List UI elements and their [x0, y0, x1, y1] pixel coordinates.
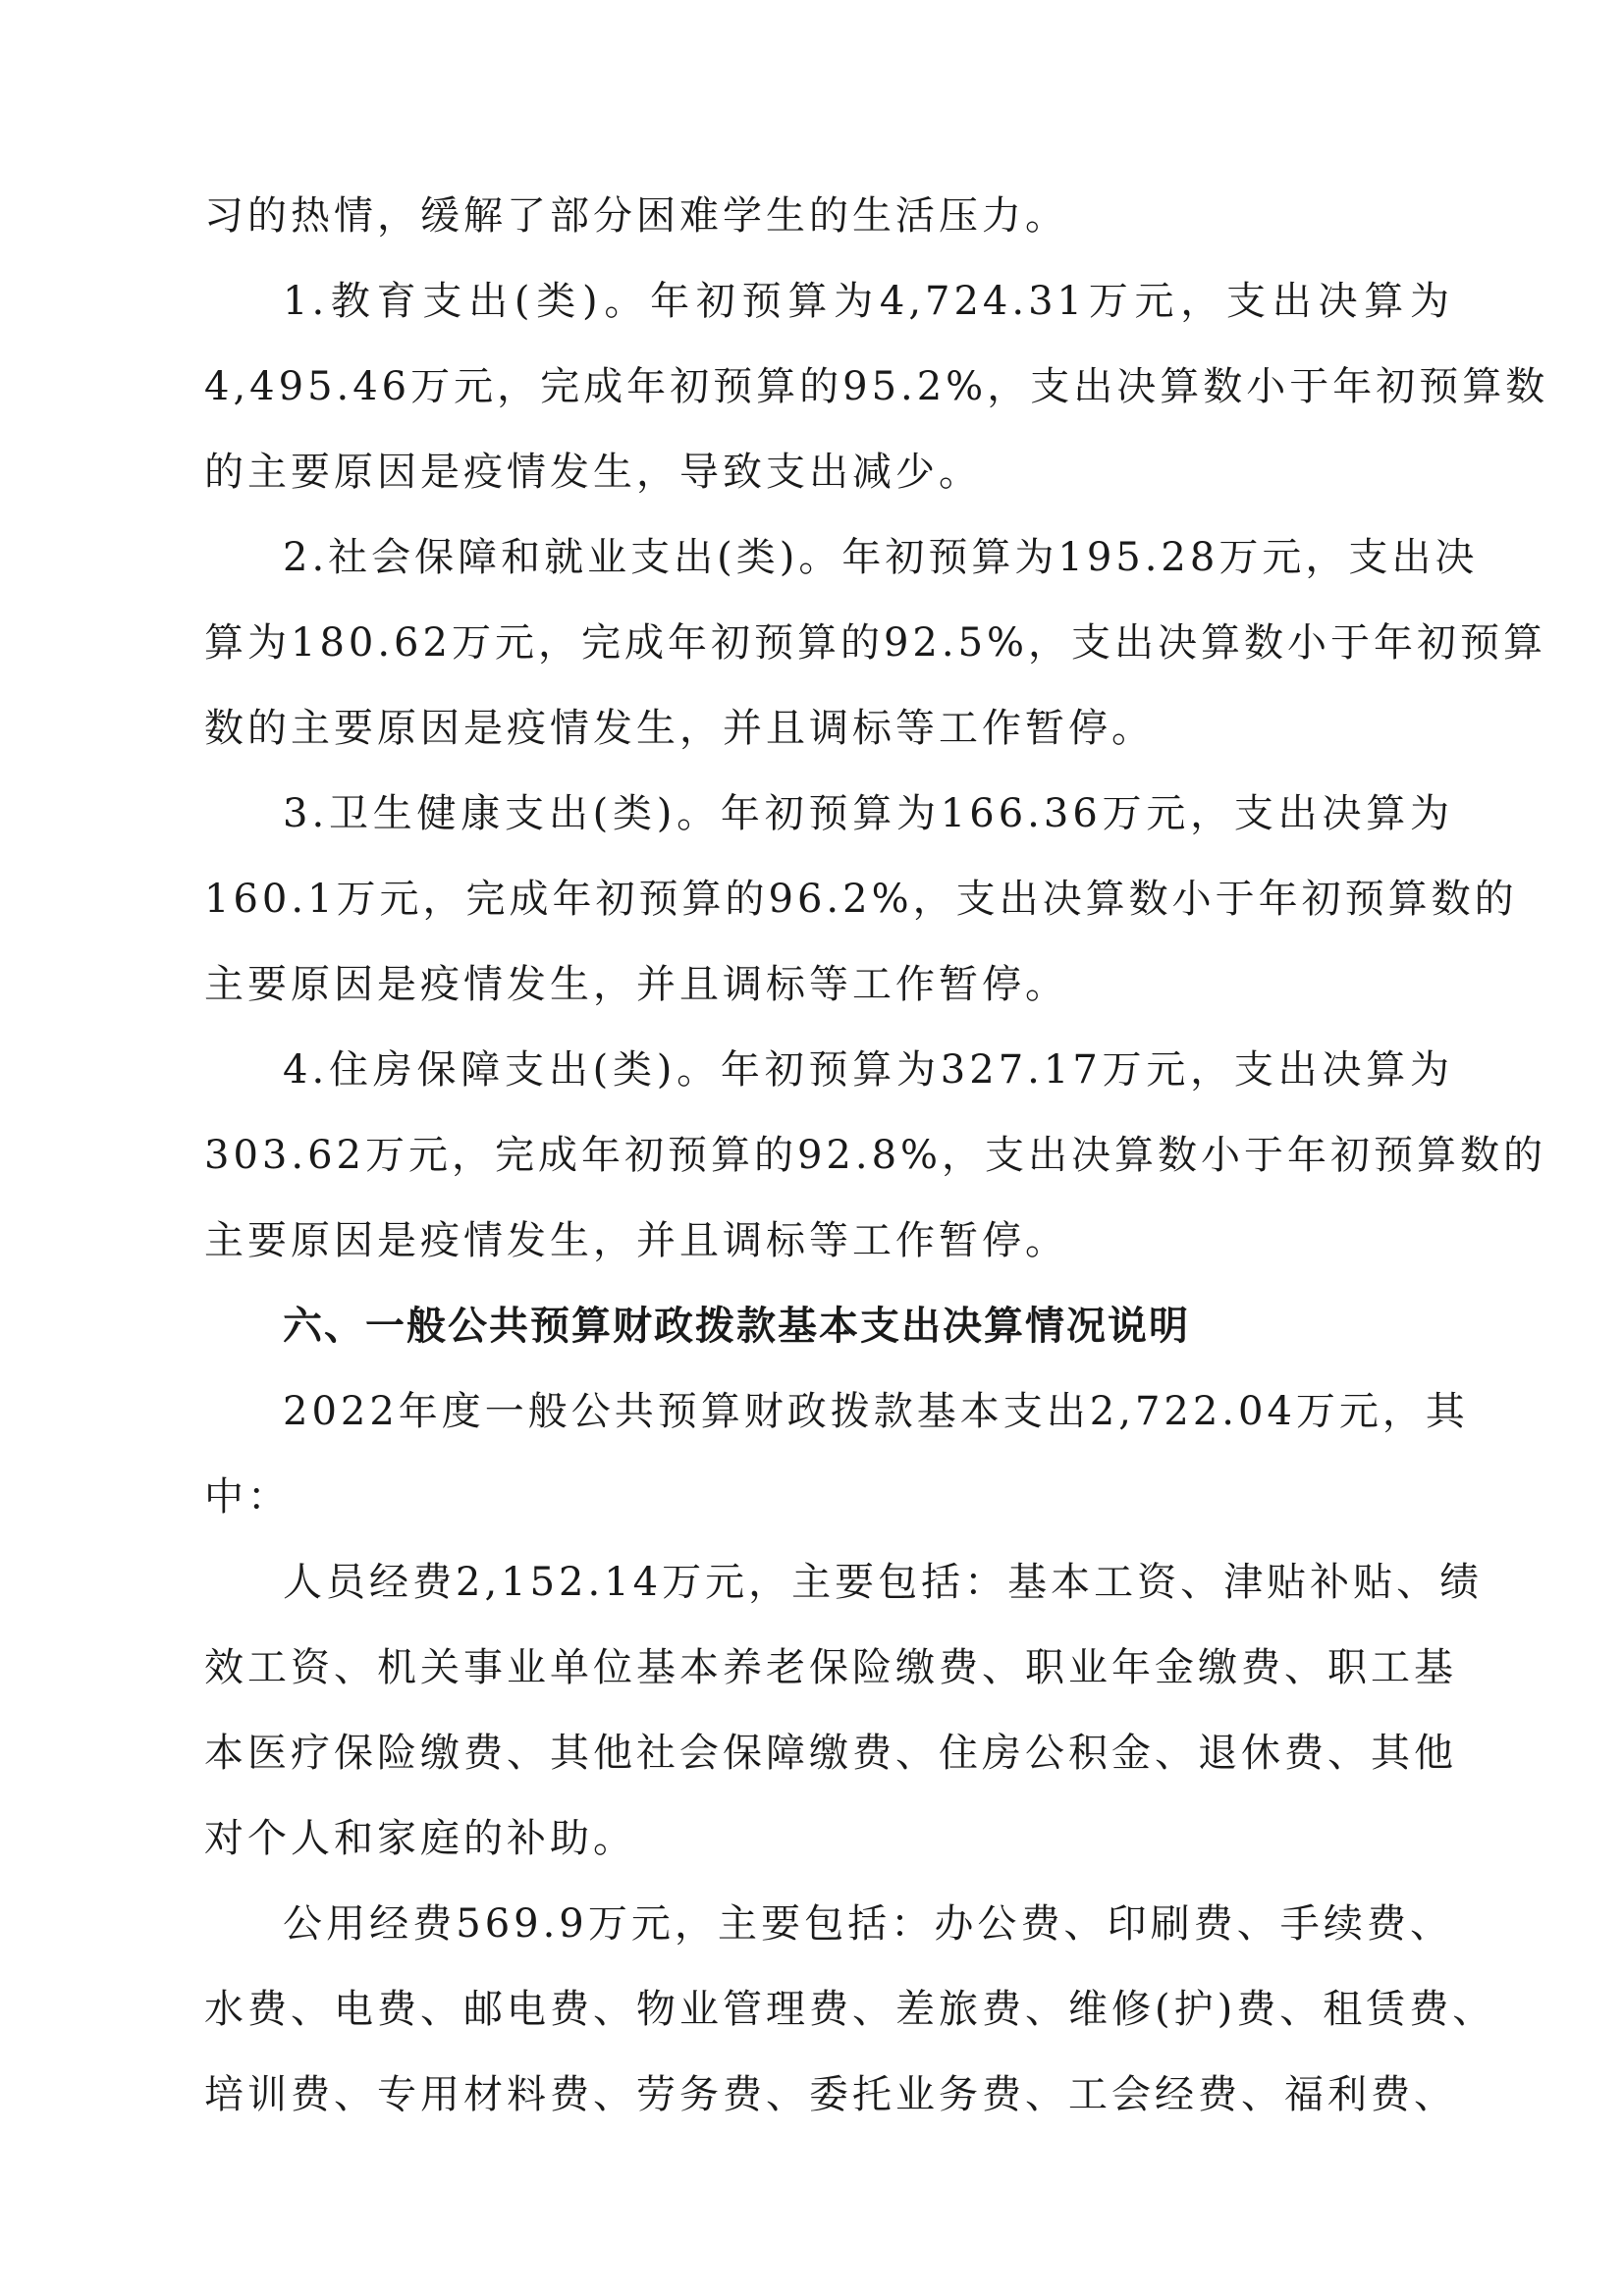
paragraph-line: 公用经费569.9万元，主要包括：办公费、印刷费、手续费、 [283, 1901, 1453, 1947]
paragraph-line: 算为180.62万元，完成年初预算的92.5%，支出决算数小于年初预算 [204, 620, 1547, 666]
paragraph-line: 1.教育支出(类)。年初预算为4,724.31万元，支出决算为 [283, 279, 1453, 324]
paragraph-line: 的主要原因是疫情发生，导致支出减少。 [204, 450, 982, 495]
paragraph-line: 主要原因是疫情发生，并且调标等工作暂停。 [204, 1218, 1068, 1263]
section-heading: 六、一般公共预算财政拨款基本支出决算情况说明 [283, 1304, 1190, 1349]
paragraph-line: 数的主要原因是疫情发生，并且调标等工作暂停。 [204, 706, 1155, 751]
paragraph-line: 中： [204, 1474, 291, 1520]
paragraph-line: 培训费、专用材料费、劳务费、委托业务费、工会经费、福利费、 [204, 2072, 1457, 2117]
paragraph-line: 习的热情，缓解了部分困难学生的生活压力。 [204, 193, 1068, 239]
paragraph-line: 对个人和家庭的补助。 [204, 1816, 636, 1861]
paragraph-line: 3.卫生健康支出(类)。年初预算为166.36万元，支出决算为 [283, 791, 1453, 836]
paragraph-line: 2.社会保障和就业支出(类)。年初预算为195.28万元，支出决 [283, 535, 1479, 580]
paragraph-line: 2022年度一般公共预算财政拨款基本支出2,722.04万元，其 [283, 1389, 1469, 1434]
paragraph-line: 主要原因是疫情发生，并且调标等工作暂停。 [204, 962, 1068, 1007]
paragraph-line: 4,495.46万元，完成年初预算的95.2%，支出决算数小于年初预算数 [204, 364, 1549, 409]
paragraph-line: 效工资、机关事业单位基本养老保险缴费、职业年金缴费、职工基 [204, 1645, 1457, 1690]
paragraph-line: 160.1万元，完成年初预算的96.2%，支出决算数小于年初预算数的 [204, 877, 1518, 922]
paragraph-line: 人员经费2,152.14万元，主要包括：基本工资、津贴补贴、绩 [283, 1560, 1484, 1605]
paragraph-line: 303.62万元，完成年初预算的92.8%，支出决算数小于年初预算数的 [204, 1133, 1547, 1178]
paragraph-line: 水费、电费、邮电费、物业管理费、差旅费、维修(护)费、租赁费、 [204, 1987, 1496, 2032]
paragraph-line: 本医疗保险缴费、其他社会保障缴费、住房公积金、退休费、其他 [204, 1731, 1457, 1776]
paragraph-line: 4.住房保障支出(类)。年初预算为327.17万元，支出决算为 [283, 1047, 1453, 1093]
